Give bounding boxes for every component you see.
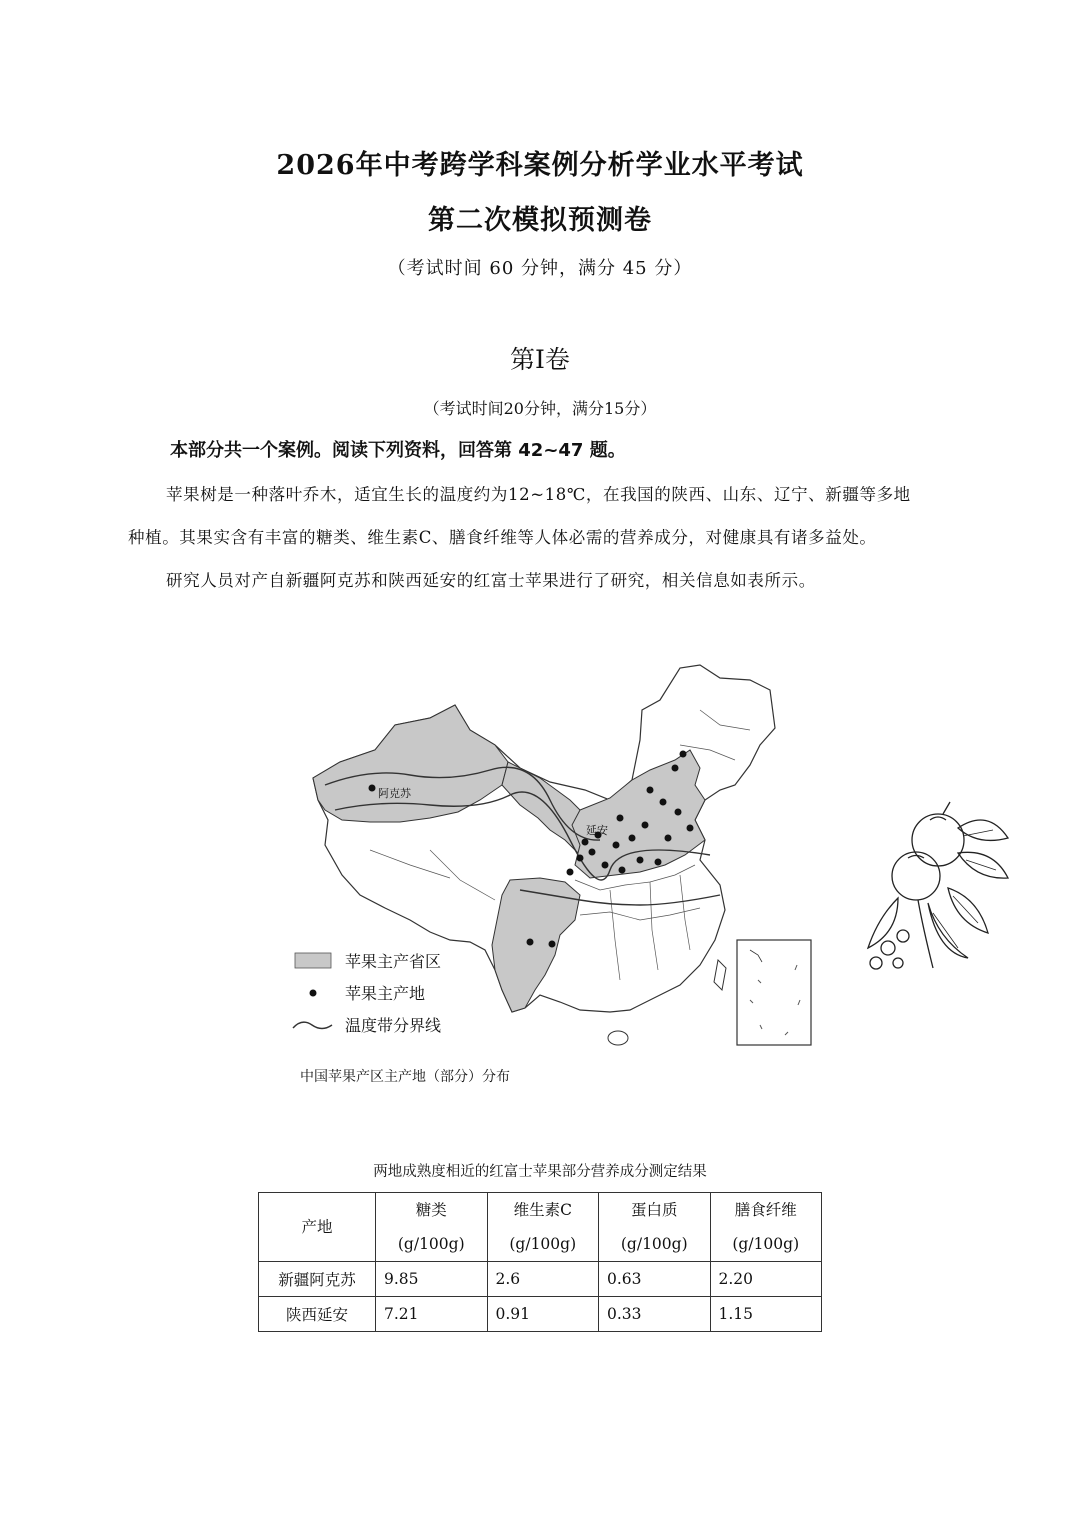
site-dot: [655, 859, 662, 866]
header-origin: 产地: [259, 1193, 376, 1262]
unit-vitamin-c: (g/100g): [487, 1227, 599, 1262]
apple-top-highlight: [930, 817, 946, 820]
site-dot: [369, 785, 376, 792]
stem: [943, 802, 950, 814]
section-intro: 本部分共一个案例。阅读下列资料，回答第 42~47 题。: [170, 440, 626, 461]
blossom-2: [897, 930, 909, 942]
site-dot: [642, 822, 649, 829]
blossom-1: [881, 941, 895, 955]
cell-value: 2.20: [710, 1262, 822, 1297]
cell-value: 1.15: [710, 1297, 822, 1332]
blossom-4: [893, 958, 903, 968]
site-dot: [619, 867, 626, 874]
apple-branch-illustration: [858, 798, 1023, 980]
row-origin: 新疆阿克苏: [259, 1262, 376, 1297]
legend-swatch-site: [310, 990, 317, 997]
site-dot: [675, 809, 682, 816]
site-dot: [589, 849, 596, 856]
cell-value: 0.33: [599, 1297, 711, 1332]
site-dot: [582, 839, 589, 846]
site-dot: [680, 751, 687, 758]
leaf-2: [958, 852, 1008, 878]
site-dot: [660, 799, 667, 806]
legend-label-province: 苹果主产省区: [345, 952, 442, 971]
legend-label-site: 苹果主产地: [345, 984, 426, 1003]
exam-subtitle: 第二次模拟预测卷: [428, 205, 652, 236]
cell-value: 7.21: [376, 1297, 488, 1332]
table-title: 两地成熟度相近的红富士苹果部分营养成分测定结果: [373, 1164, 707, 1180]
unit-protein: (g/100g): [599, 1227, 711, 1262]
site-dot: [549, 941, 556, 948]
site-dot: [687, 825, 694, 832]
leaf-1: [958, 820, 1008, 840]
cell-value: 2.6: [487, 1262, 599, 1297]
label-aksu: 阿克苏: [378, 787, 411, 800]
volume-info: （考试时间20分钟，满分15分）: [423, 399, 657, 418]
leaf-4: [928, 903, 968, 958]
taiwan-island: [714, 960, 726, 990]
table-row: [259, 1297, 822, 1332]
leaf-5: [868, 898, 898, 948]
table-header-row: [259, 1193, 822, 1228]
paragraph-1-line-2: 种植。其果实含有丰富的糖类、维生素C、膳食纤维等人体必需的营养成分，对健康具有诸多益处。: [128, 528, 877, 547]
paragraph-1-line-1: 苹果树是一种落叶乔木，适宜生长的温度约为12~18℃，在我国的陕西、山东、辽宁、新疆等多地: [166, 485, 911, 504]
site-dot: [629, 835, 636, 842]
apple-bottom: [892, 852, 940, 900]
unit-fiber: (g/100g): [710, 1227, 822, 1262]
site-dot: [567, 869, 574, 876]
apple-production-map: [280, 650, 840, 1060]
cell-value: 0.63: [599, 1262, 711, 1297]
site-dot: [637, 857, 644, 864]
site-dot: [577, 855, 584, 862]
header-sugar: 糖类: [376, 1193, 488, 1228]
row-origin: 陕西延安: [259, 1297, 376, 1332]
cell-value: 0.91: [487, 1297, 599, 1332]
site-dot: [527, 939, 534, 946]
apple-top: [912, 814, 964, 866]
label-yanan: 延安: [586, 824, 608, 837]
apple-bottom-highlight: [908, 856, 924, 859]
header-protein: 蛋白质: [599, 1193, 711, 1228]
hainan-island: [608, 1031, 628, 1045]
table-row: [259, 1262, 822, 1297]
blossom-3: [870, 957, 882, 969]
nutrition-table: [258, 1192, 822, 1332]
header-fiber: 膳食纤维: [710, 1193, 822, 1228]
legend-label-boundary: 温度带分界线: [345, 1016, 442, 1035]
map-caption: 中国苹果产区主产地（部分）分布: [300, 1069, 510, 1085]
site-dot: [602, 862, 609, 869]
leaf-3: [948, 888, 988, 933]
paragraph-2: 研究人员对产自新疆阿克苏和陕西延安的红富士苹果进行了研究，相关信息如表所示。: [166, 571, 816, 590]
south-china-sea-inset: [737, 940, 811, 1045]
legend-swatch-province: [295, 953, 331, 968]
header-vitamin-c: 维生素C: [487, 1193, 599, 1228]
exam-info: （考试时间 60 分钟，满分 45 分）: [387, 258, 693, 279]
site-dot: [672, 765, 679, 772]
volume-title: 第I卷: [510, 345, 570, 374]
legend-swatch-boundary: [293, 1022, 332, 1028]
site-dot: [613, 842, 620, 849]
site-dot: [617, 815, 624, 822]
exam-title: 2026年中考跨学科案例分析学业水平考试: [276, 150, 804, 181]
unit-sugar: (g/100g): [376, 1227, 488, 1262]
cell-value: 9.85: [376, 1262, 488, 1297]
site-dot: [647, 787, 654, 794]
site-dot: [665, 835, 672, 842]
